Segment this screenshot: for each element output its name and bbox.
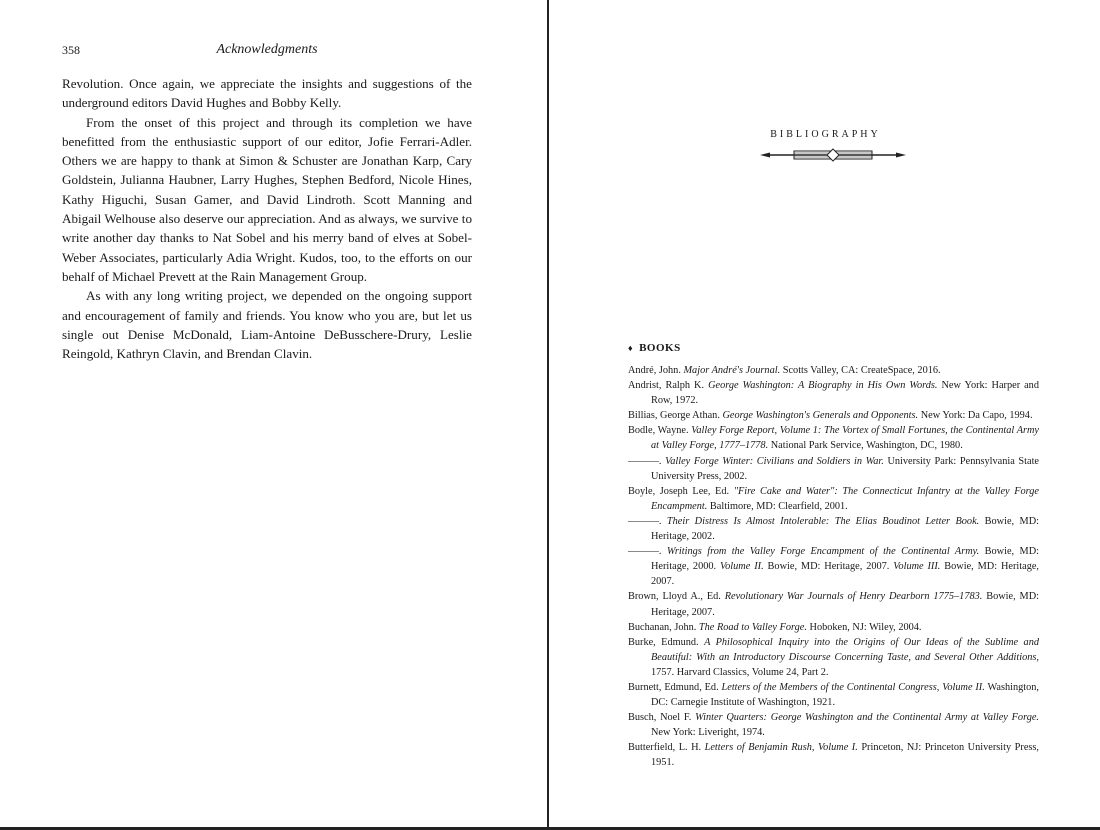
chapter-title: BIBLIOGRAPHY [770,129,881,140]
section-heading-label: BOOKS [639,342,681,354]
bibliography-entry: Brown, Lloyd A., Ed. Revolutionary War Journals of Henry Dearborn 1775–1783. Bowie, MD: Heritage, 2007. [628,591,1039,618]
bibliography-entry: ———. Writings from the Valley Forge Encampment of the Continental Army. Bowie, MD: Heritage, 2000. Volume II. Bowie, MD: Heritage, 2007. Volume III. Bowie, MD: Heritage, 2007. [628,546,1039,588]
running-head [62,41,472,61]
running-title: Acknowledgments [216,42,318,57]
bibliography-entry: Andrist, Ralph K. George Washington: A Biography in His Own Words. New York: Harper and Row, 1972. [628,380,1039,407]
bibliography-entry: ———. Their Distress Is Almost Intolerable: The Elias Boudinot Letter Book. Bowie, MD: Heritage, 2002. [628,515,1039,543]
left-page [0,0,549,830]
body-text [62,74,472,363]
section-heading [628,342,681,354]
bibliography-entry: Buchanan, John. The Road to Valley Forge. Hoboken, NJ: Wiley, 2004. [628,621,922,633]
bibliography-entry: Butterfield, L. H. Letters of Benjamin Rush, Volume I. Princeton, NJ: Princeton University Press, 1951. [628,742,1039,769]
diamond-bullet-icon: ♦ [628,343,634,353]
bibliography-entry: Busch, Noel F. Winter Quarters: George Washington and the Continental Army at Valley Forge. New York: Liveright, 1974. [628,712,1040,739]
bibliography-list [628,363,1039,771]
ornament-divider-icon [758,148,908,162]
bibliography-entry: Boyle, Joseph Lee, Ed. "Fire Cake and Water": The Connecticut Infantry at the Valley Forge Encampment. Baltimore, MD: Clearfield, 2001. [628,485,1039,512]
bibliography-entry: Burnett, Edmund, Ed. Letters of the Members of the Continental Congress, Volume II. Washington, DC: Carnegie Institute of Washington, 1921. [628,681,1039,709]
paragraph: As with any long writing project, we depended on the ongoing support and encouragement of family and friends. You know who you are, but let us single out Denise McDonald, Liam-Antoine DeBusschere-Drury, Leslie Reingold, Kathryn Clavin, and Brendan Clavin. [62,288,472,362]
bibliography-entry: ———. Valley Forge Winter: Civilians and Soldiers in War. University Park: Pennsylvania State University Press, 2002. [628,455,1040,482]
paragraph: Revolution. Once again, we appreciate the insights and suggestions of the underground editors David Hughes and Bobby Kelly. [62,76,472,111]
bibliography-entry: Burke, Edmund. A Philosophical Inquiry into the Origins of Our Ideas of the Sublime and Beautiful: With an Introductory Discourse Concerning Taste, and Several Other Additions, 1757. Harvard Classics, Volume 24, Part 2. [628,636,1039,678]
bibliography-entry: André, John. Major André's Journal. Scotts Valley, CA: CreateSpace, 2016. [628,365,941,376]
bibliography-entry: Billias, George Athan. George Washington's Generals and Opponents. New York: Da Capo, 1994. [628,410,1033,422]
bibliography-entry: Bodle, Wayne. Valley Forge Report, Volume 1: The Vortex of Small Fortunes, the Continental Army at Valley Forge, 1777–1778. National Park Service, Washington, DC, 1980. [628,425,1039,452]
right-page [551,0,1100,830]
paragraph: From the onset of this project and through its completion we have benefitted from the enthusiastic support of our editor, Jofie Ferrari-Adler. Others we are happy to thank at Simon & Schuster are Jonathan Karp, Cary Goldstein, Julianna Haubner, Larry Hughes, Stephen Bedford, Nicole Hines, Kathy Higuchi, Susan Gamer, and David Lindroth. Scott Manning and Abigail Welhouse also deserve our appreciation. And as always, we survive to write another day thanks to Nat Sobel and his merry band of elves at Sobel-Weber Associates, particularly Adia Wright. Kudos, too, to the efforts on our behalf of Michael Prevett at the Rain Management Group. [62,114,472,284]
page-number: 358 [62,43,80,57]
